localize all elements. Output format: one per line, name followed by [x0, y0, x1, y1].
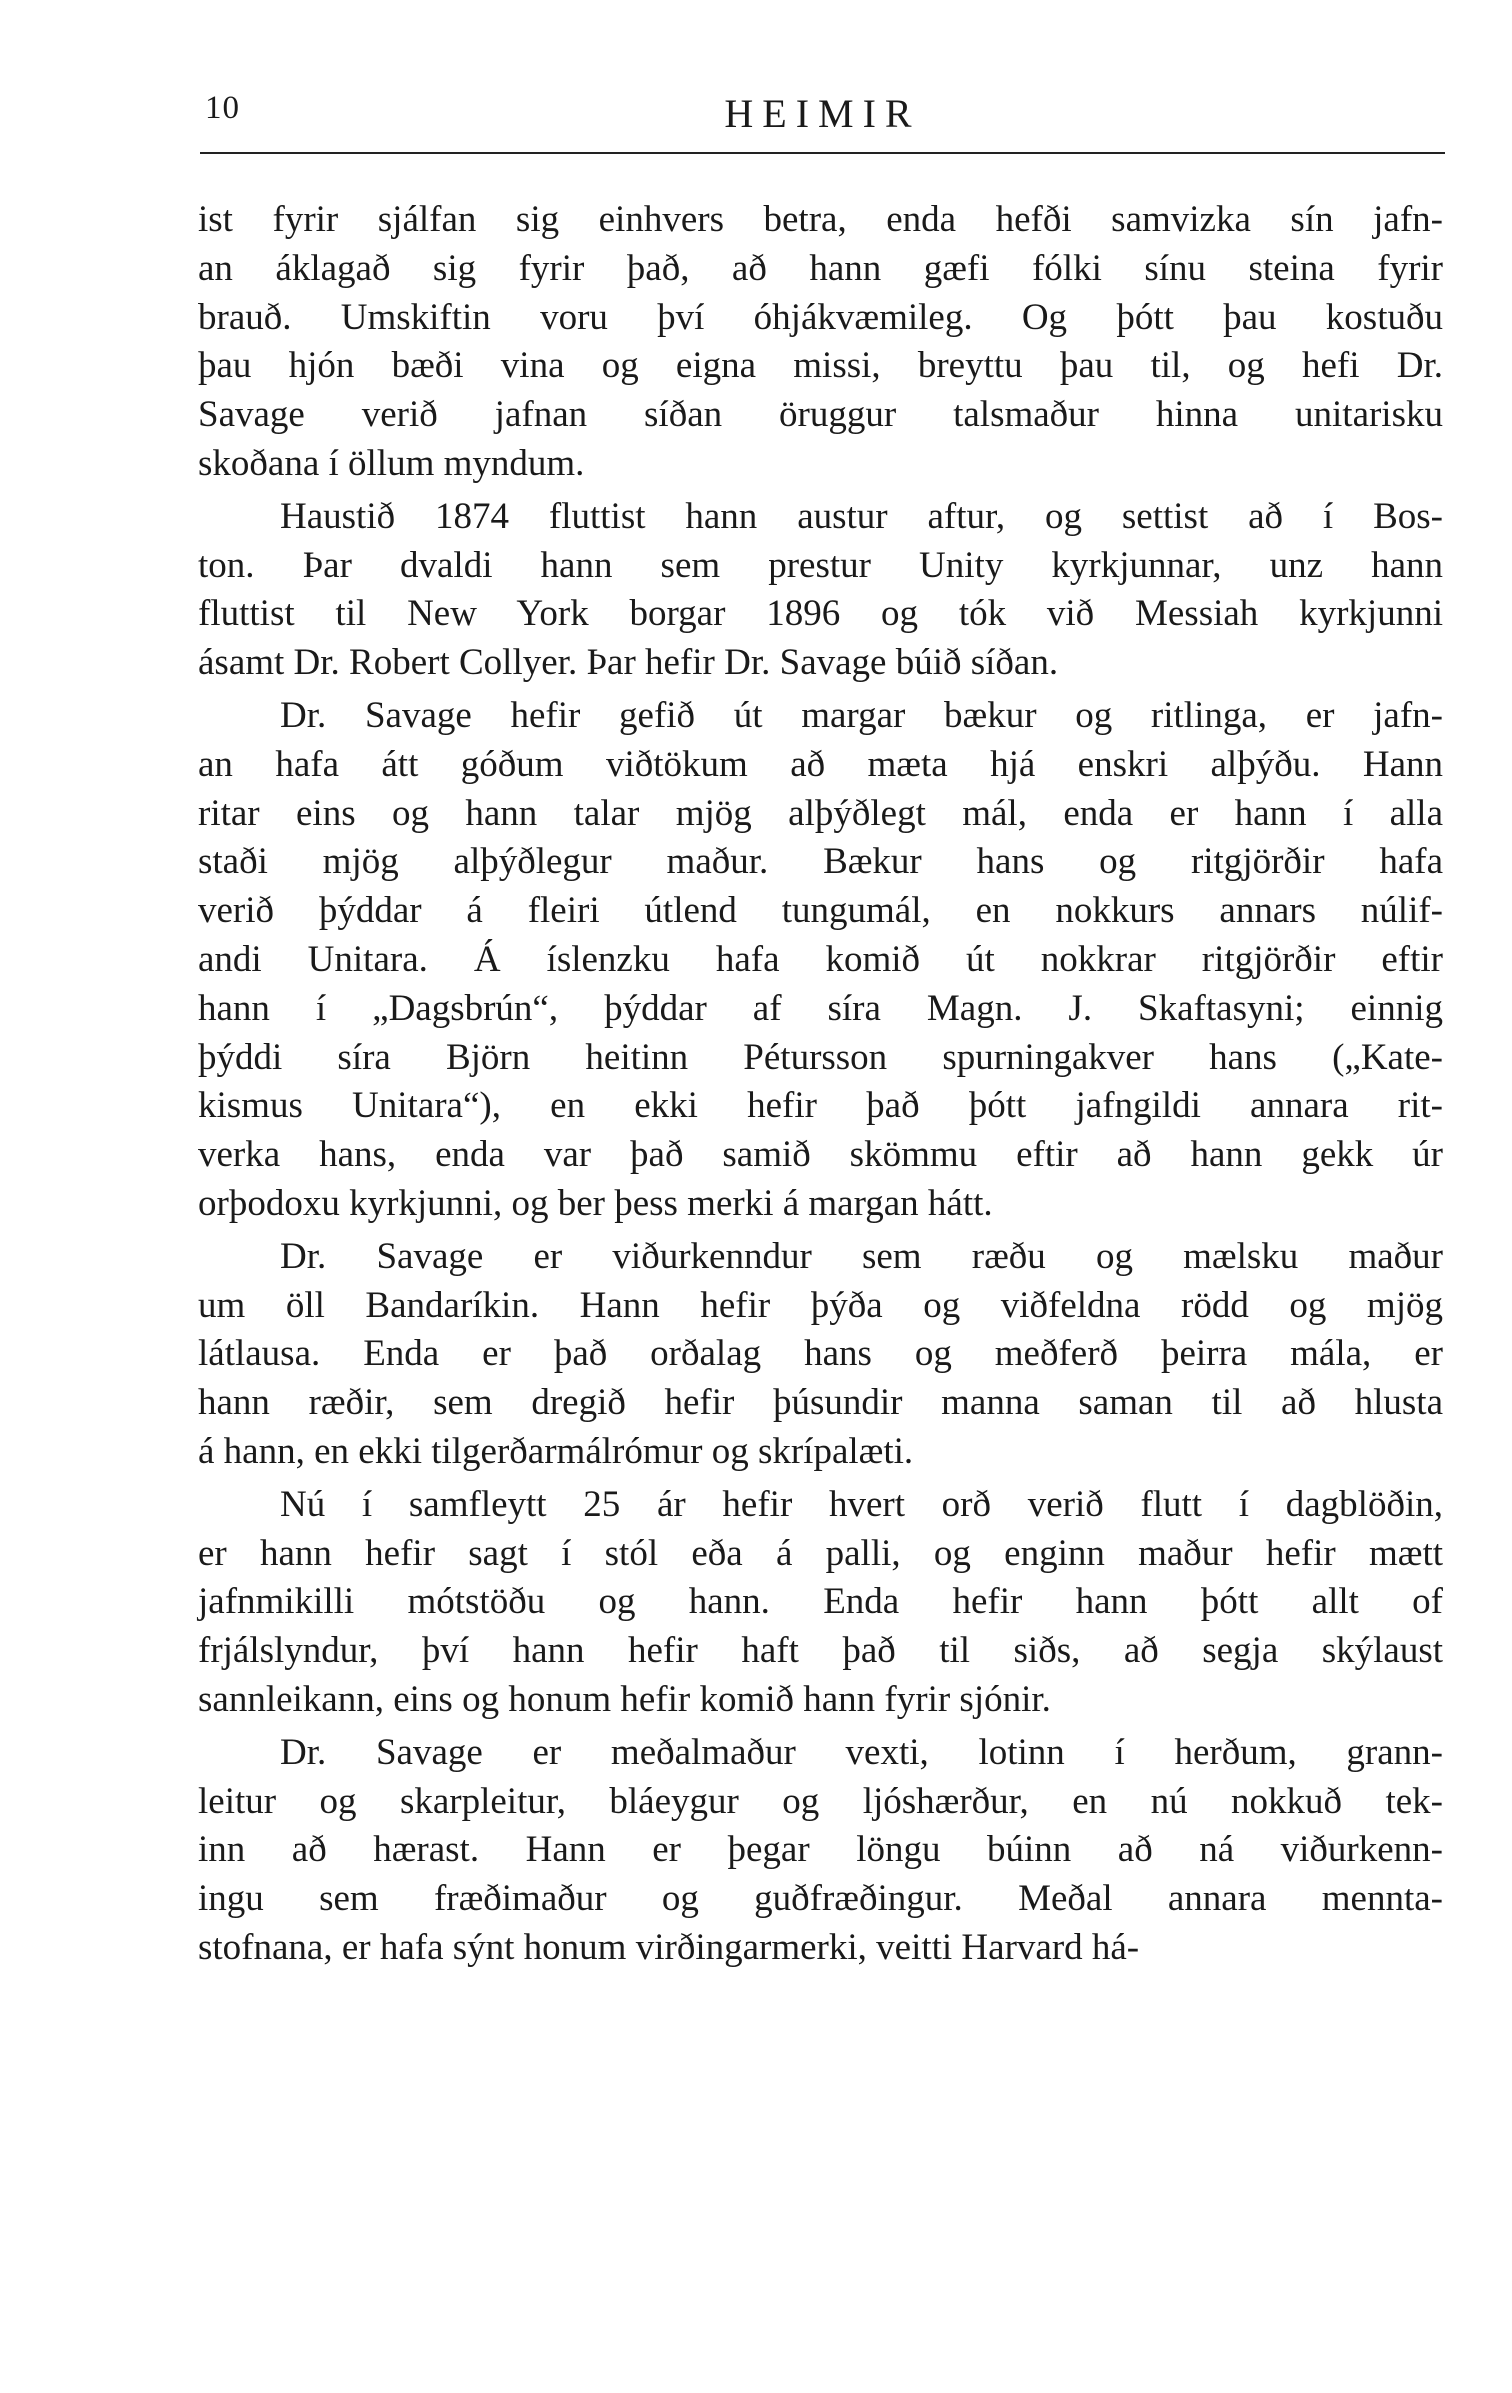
text-line: Dr. Savage er viðurkenndur sem ræðu og mælsku maður — [280, 1235, 1443, 1277]
paragraph — [198, 1481, 1443, 1725]
header-rule — [200, 152, 1445, 154]
body-text — [198, 196, 1443, 1977]
text-line: þýddi síra Björn heitinn Pétursson spurningakver hans („Kate- — [198, 1036, 1443, 1078]
text-line: þau hjón bæði vina og eigna missi, breyttu þau til, og hefi Dr. — [198, 345, 1443, 387]
text-line: er hann hefir sagt í stól eða á palli, og enginn maður hefir mætt — [198, 1532, 1443, 1574]
text-line: inn að hærast. Hann er þegar löngu búinn að ná viðurkenn- — [198, 1829, 1443, 1871]
text-line: frjálslyndur, því hann hefir haft það til siðs, að segja skýlaust — [198, 1630, 1443, 1672]
text-line: Dr. Savage hefir gefið út margar bækur og ritlinga, er jafn- — [280, 694, 1443, 736]
text-line: andi Unitara. Á íslenzku hafa komið út nokkrar ritgjörðir eftir — [198, 938, 1443, 980]
text-line: an áklagað sig fyrir það, að hann gæfi fólki sínu steina fyrir — [198, 247, 1443, 289]
paragraph — [198, 1729, 1443, 1973]
text-line: staði mjög alþýðlegur maður. Bækur hans og ritgjörðir hafa — [198, 841, 1443, 883]
text-line: skoðana í öllum myndum. — [198, 442, 585, 484]
text-line: verið þýddar á fleiri útlend tungumál, en nokkurs annars núlif- — [198, 890, 1443, 932]
paragraph — [198, 1233, 1443, 1477]
text-line: kismus Unitara“), en ekki hefir það þótt jafngildi annara rit- — [198, 1085, 1443, 1127]
text-line: brauð. Umskiftin voru því óhjákvæmileg. Og þótt þau kostuðu — [198, 296, 1443, 338]
text-line: verka hans, enda var það samið skömmu eftir að hann gekk úr — [198, 1134, 1443, 1176]
text-line: um öll Bandaríkin. Hann hefir þýða og viðfeldna rödd og mjög — [198, 1284, 1443, 1326]
text-line: orþodoxu kyrkjunni, og ber þess merki á margan hátt. — [198, 1182, 993, 1224]
running-title: HEIMIR — [724, 91, 921, 136]
text-line: ritar eins og hann talar mjög alþýðlegt mál, enda er hann í alla — [198, 792, 1443, 834]
text-line: ásamt Dr. Robert Collyer. Þar hefir Dr. Savage búið síðan. — [198, 642, 1059, 684]
text-line: jafnmikilli mótstöðu og hann. Enda hefir hann þótt allt of — [198, 1581, 1443, 1623]
text-line: ist fyrir sjálfan sig einhvers betra, enda hefði samvizka sín jafn- — [198, 199, 1443, 240]
paragraph — [198, 493, 1443, 688]
text-line: Nú í samfleytt 25 ár hefir hvert orð verið flutt í dagblöðin, — [280, 1483, 1443, 1525]
text-line: á hann, en ekki tilgerðarmálrómur og skrípalæti. — [198, 1430, 914, 1472]
text-line: leitur og skarpleitur, bláeygur og ljóshærður, en nú nokkuð tek- — [198, 1780, 1443, 1822]
text-line: ton. Þar dvaldi hann sem prestur Unity kyrkjunnar, unz hann — [198, 544, 1443, 586]
text-line: ingu sem fræðimaður og guðfræðingur. Meðal annara mennta- — [198, 1878, 1443, 1920]
text-line: Haustið 1874 fluttist hann austur aftur, og settist að í Bos- — [280, 495, 1443, 537]
text-line: stofnana, er hafa sýnt honum virðingarmerki, veitti Harvard há- — [198, 1926, 1140, 1968]
text-line: hann ræðir, sem dregið hefir þúsundir manna saman til að hlusta — [198, 1382, 1443, 1424]
paragraph — [198, 692, 1443, 1229]
text-line: Dr. Savage er meðalmaður vexti, lotinn í herðum, grann- — [280, 1731, 1443, 1773]
text-line: Savage verið jafnan síðan öruggur talsmaður hinna unitarisku — [198, 394, 1443, 436]
text-line: sannleikann, eins og honum hefir komið hann fyrir sjónir. — [198, 1678, 1051, 1720]
paragraph — [198, 196, 1443, 489]
text-line: an hafa átt góðum viðtökum að mæta hjá enskri alþýðu. Hann — [198, 743, 1443, 785]
text-line: hann í „Dagsbrún“, þýddar af síra Magn. J. Skaftasyni; einnig — [198, 987, 1443, 1029]
running-head — [205, 82, 1440, 152]
text-line: látlausa. Enda er það orðalag hans og meðferð þeirra mála, er — [198, 1333, 1443, 1375]
text-line: fluttist til New York borgar 1896 og tók við Messiah kyrkjunni — [198, 593, 1443, 635]
page-number: 10 — [205, 90, 240, 126]
